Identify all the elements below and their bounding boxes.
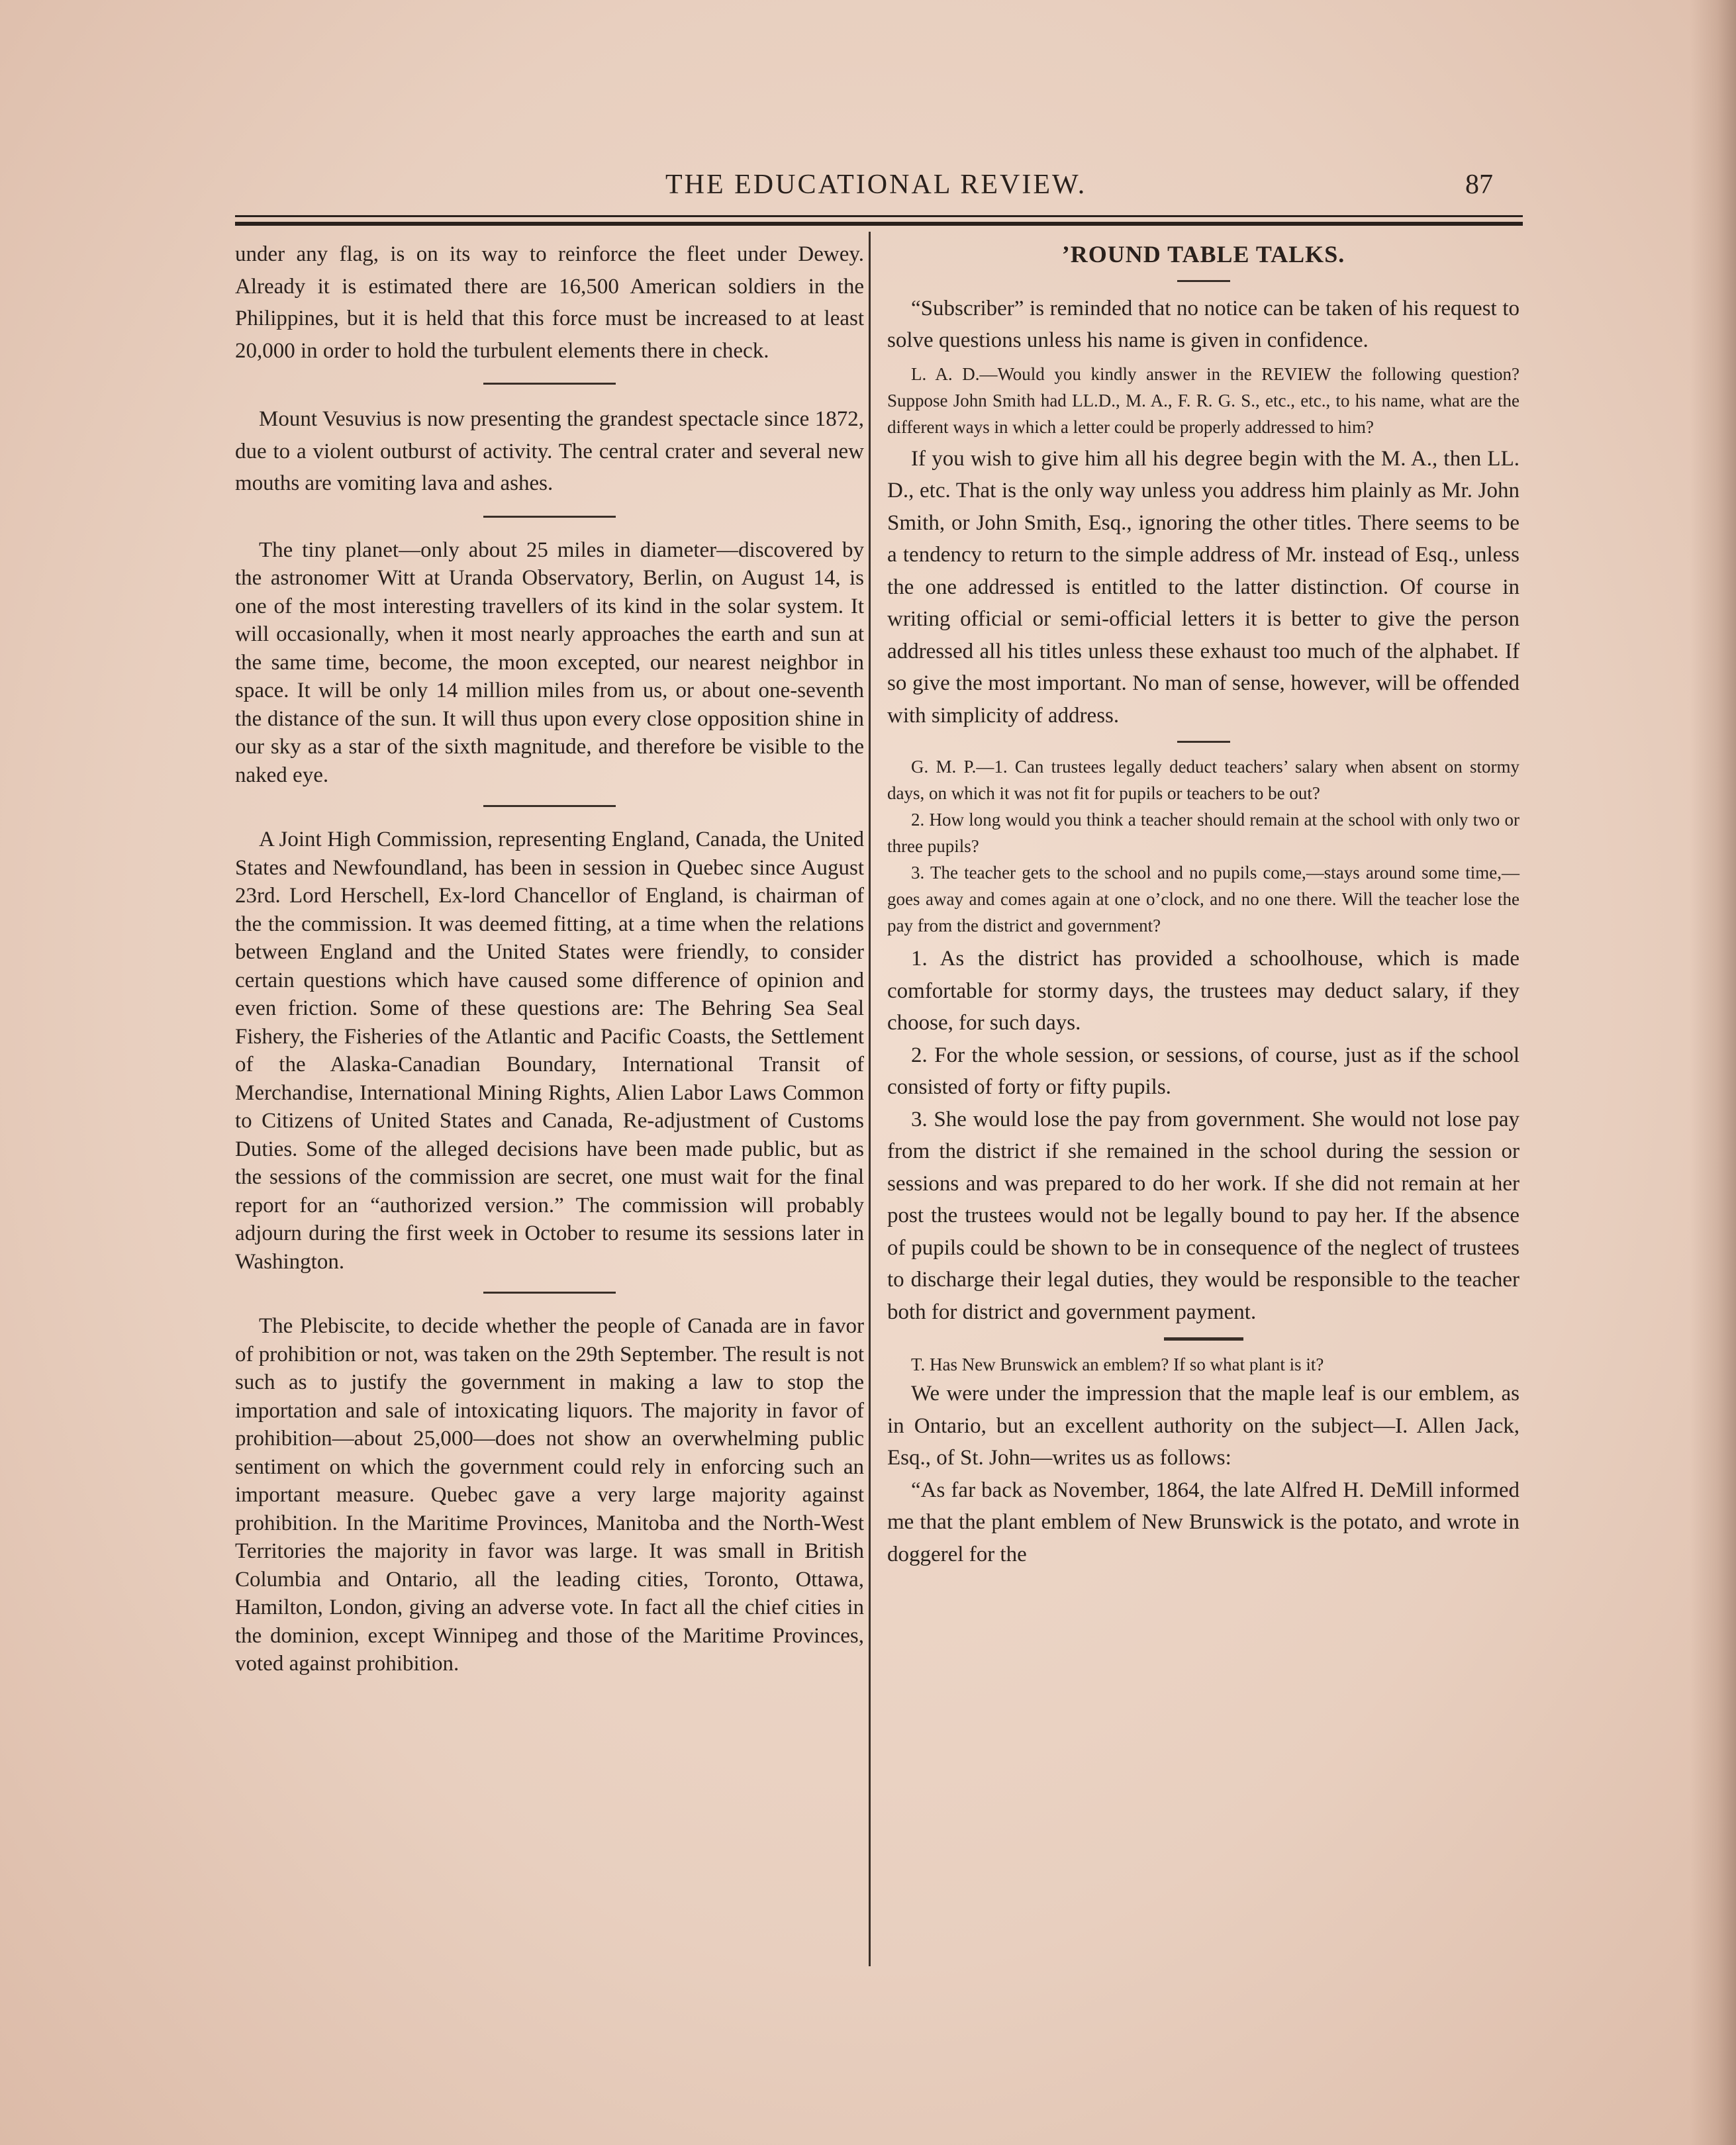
answer-gmp-3: 3. She would lose the pay from government. She would not lose pay from the district if she remained in the school during the session or sessions and was prepared to do her work. If she did not remain at her post the trustees would not be legally bound to pay her. If the absence of pupils could be shown to be in consequence of the neglect of trustees to discharge their legal duties, they would be responsible to the teacher both for district and government payment. (887, 1107, 1519, 1324)
heading-separator (1177, 280, 1230, 282)
section-separator (483, 516, 616, 518)
section-heading: ’ROUND TABLE TALKS. (1061, 241, 1345, 267)
question-gmp-3: 3. The teacher gets to the school and no pupils come,—stays around some time,—goes away and comes again at one o’clock, and no one there. Will the teacher lose the pay from the district and government? (887, 863, 1519, 935)
answer-t-quote: “As far back as November, 1864, the late Alfred H. DeMill informed me that the plant emblem of New Brunswick is the potato, and wrote in doggerel for the (887, 1478, 1519, 1566)
page-edge-shadow (1690, 0, 1736, 2145)
section-separator (483, 1292, 616, 1294)
article-planet: The tiny planet—only about 25 miles in diameter—discovered by the astronomer Witt at Uranda Observatory, Berlin, on August 14, is one of the most interesting travellers of its kind in the solar system. It will occasionally, when it most nearly approaches the earth and sun at the same time, become, the moon excepted, our nearest neighbor in space. It will be only 14 million miles from us, or about one-seventh the distance of the sun. It will thus upon every close opposition shine in our sky as a star of the sixth magnitude, and therefore be visible to the naked eye. (235, 538, 864, 787)
answer-lad: If you wish to give him all his degree begin with the M. A., then LL. D., etc. That is the only way unless you address him plainly as Mr. John Smith, or John Smith, Esq., ignoring the other titles. There seems to be a tendency to return to the simple address of Mr. instead of Esq., unless the one addressed is entitled to the latter distinction. Of course in writing official or semi-official letters it is better to give the person addressed all his titles unless these exhaust too much of the alphabet. If so give the most important. No man of sense, however, will be offended with simplicity of address. (887, 446, 1519, 728)
running-header (235, 169, 1493, 209)
section-separator (1164, 1337, 1243, 1341)
question-t: T. Has New Brunswick an emblem? If so what plant is it? (911, 1355, 1324, 1374)
page-number: 87 (1465, 169, 1493, 200)
section-separator (483, 805, 616, 807)
question-gmp-2: 2. How long would you think a teacher should remain at the school with only two or three pupils? (887, 810, 1519, 856)
question-lad: L. A. D.—Would you kindly answer in the REVIEW the following question? Suppose John Smith had LL.D., M. A., F. R. G. S., etc., etc., to his name, what are the different ways in which a letter could be properly addressed to him? (887, 363, 1519, 437)
right-column (887, 238, 1519, 1570)
column-divider (869, 232, 871, 1966)
article-plebiscite: The Plebiscite, to decide whether the people of Canada are in favor of prohibition or not, was taken on the 29th September. The result is not such as to justify the government in making a law to stop the importation and sale of intoxicating liquors. The majority in favor of prohibition—about 25,000—does not show an overwhelming public sentiment on which the government could rely in enforcing such an important measure. Quebec gave a very large majority against prohibition. In the Maritime Provinces, Manitoba and the North-West Territories the majority in favor was large. It was small in British Columbia and Ontario, all the leading cities, Toronto, Ottawa, Hamilton, London, giving an adverse vote. In fact all the chief cities in the dominion, except Winnipeg and those of the Maritime Provinces, voted against prohibition. (235, 1314, 864, 1676)
subscriber-notice: “Subscriber” is reminded that no notice can be taken of his request to solve questions unless his name is given in confidence. (887, 296, 1519, 352)
article-philippines: under any flag, is on its way to reinforce the fleet under Dewey. Already it is estimated there are 16,500 American soldiers in the Philippines, but it is held that this force must be increased to at least 20,000 in order to hold the turbulent elements there in check. (235, 242, 864, 363)
section-separator (483, 383, 616, 385)
header-rule-thin (235, 215, 1523, 217)
article-commission: A Joint High Commission, representing England, Canada, the United States and Newfoundland, has been in session in Quebec since August 23rd. Lord Herschell, Ex-lord Chancellor of England, is chairman of the the commission. It was deemed fitting, at a time when the relations between England and the United States were friendly, to consider certain questions which have caused some difference of opinion and even friction. Some of these questions are: The Behring Sea Seal Fishery, the Fisheries of the Atlantic and Pacific Coasts, the Settlement of the Alaska-Canadian Boundary, International Transit of Merchandise, International Mining Rights, Alien Labor Laws Common to Citizens of United States and Canada, Re-adjustment of Customs Duties. Some of the alleged decisions have been made public, but as the sessions of the commission are secret, one must wait for the final report for an “authorized version.” The commission will probably adjourn during the first week in October to resume its sessions later in Washington. (235, 828, 864, 1274)
header-rule-thick (235, 222, 1523, 226)
left-column (235, 238, 864, 1678)
journal-title: THE EDUCATIONAL REVIEW. (665, 169, 1087, 200)
answer-gmp-2: 2. For the whole session, or sessions, of course, just as if the school consisted of forty or fifty pupils. (887, 1043, 1519, 1099)
article-vesuvius: Mount Vesuvius is now presenting the grandest spectacle since 1872, due to a violent outburst of activity. The central crater and several new mouths are vomiting lava and ashes. (235, 407, 864, 495)
answer-t-intro: We were under the impression that the maple leaf is our emblem, as in Ontario, but an excellent authority on the subject—I. Allen Jack, Esq., of St. John—writes us as follows: (887, 1382, 1519, 1470)
question-gmp-1: G. M. P.—1. Can trustees legally deduct teachers’ salary when absent on stormy days, on which it was not fit for pupils or teachers to be out? (887, 757, 1519, 803)
answer-gmp-1: 1. As the district has provided a schoolhouse, which is made comfortable for stormy days, the trustees may deduct salary, if they choose, for such days. (887, 947, 1519, 1035)
section-separator (1177, 741, 1230, 743)
